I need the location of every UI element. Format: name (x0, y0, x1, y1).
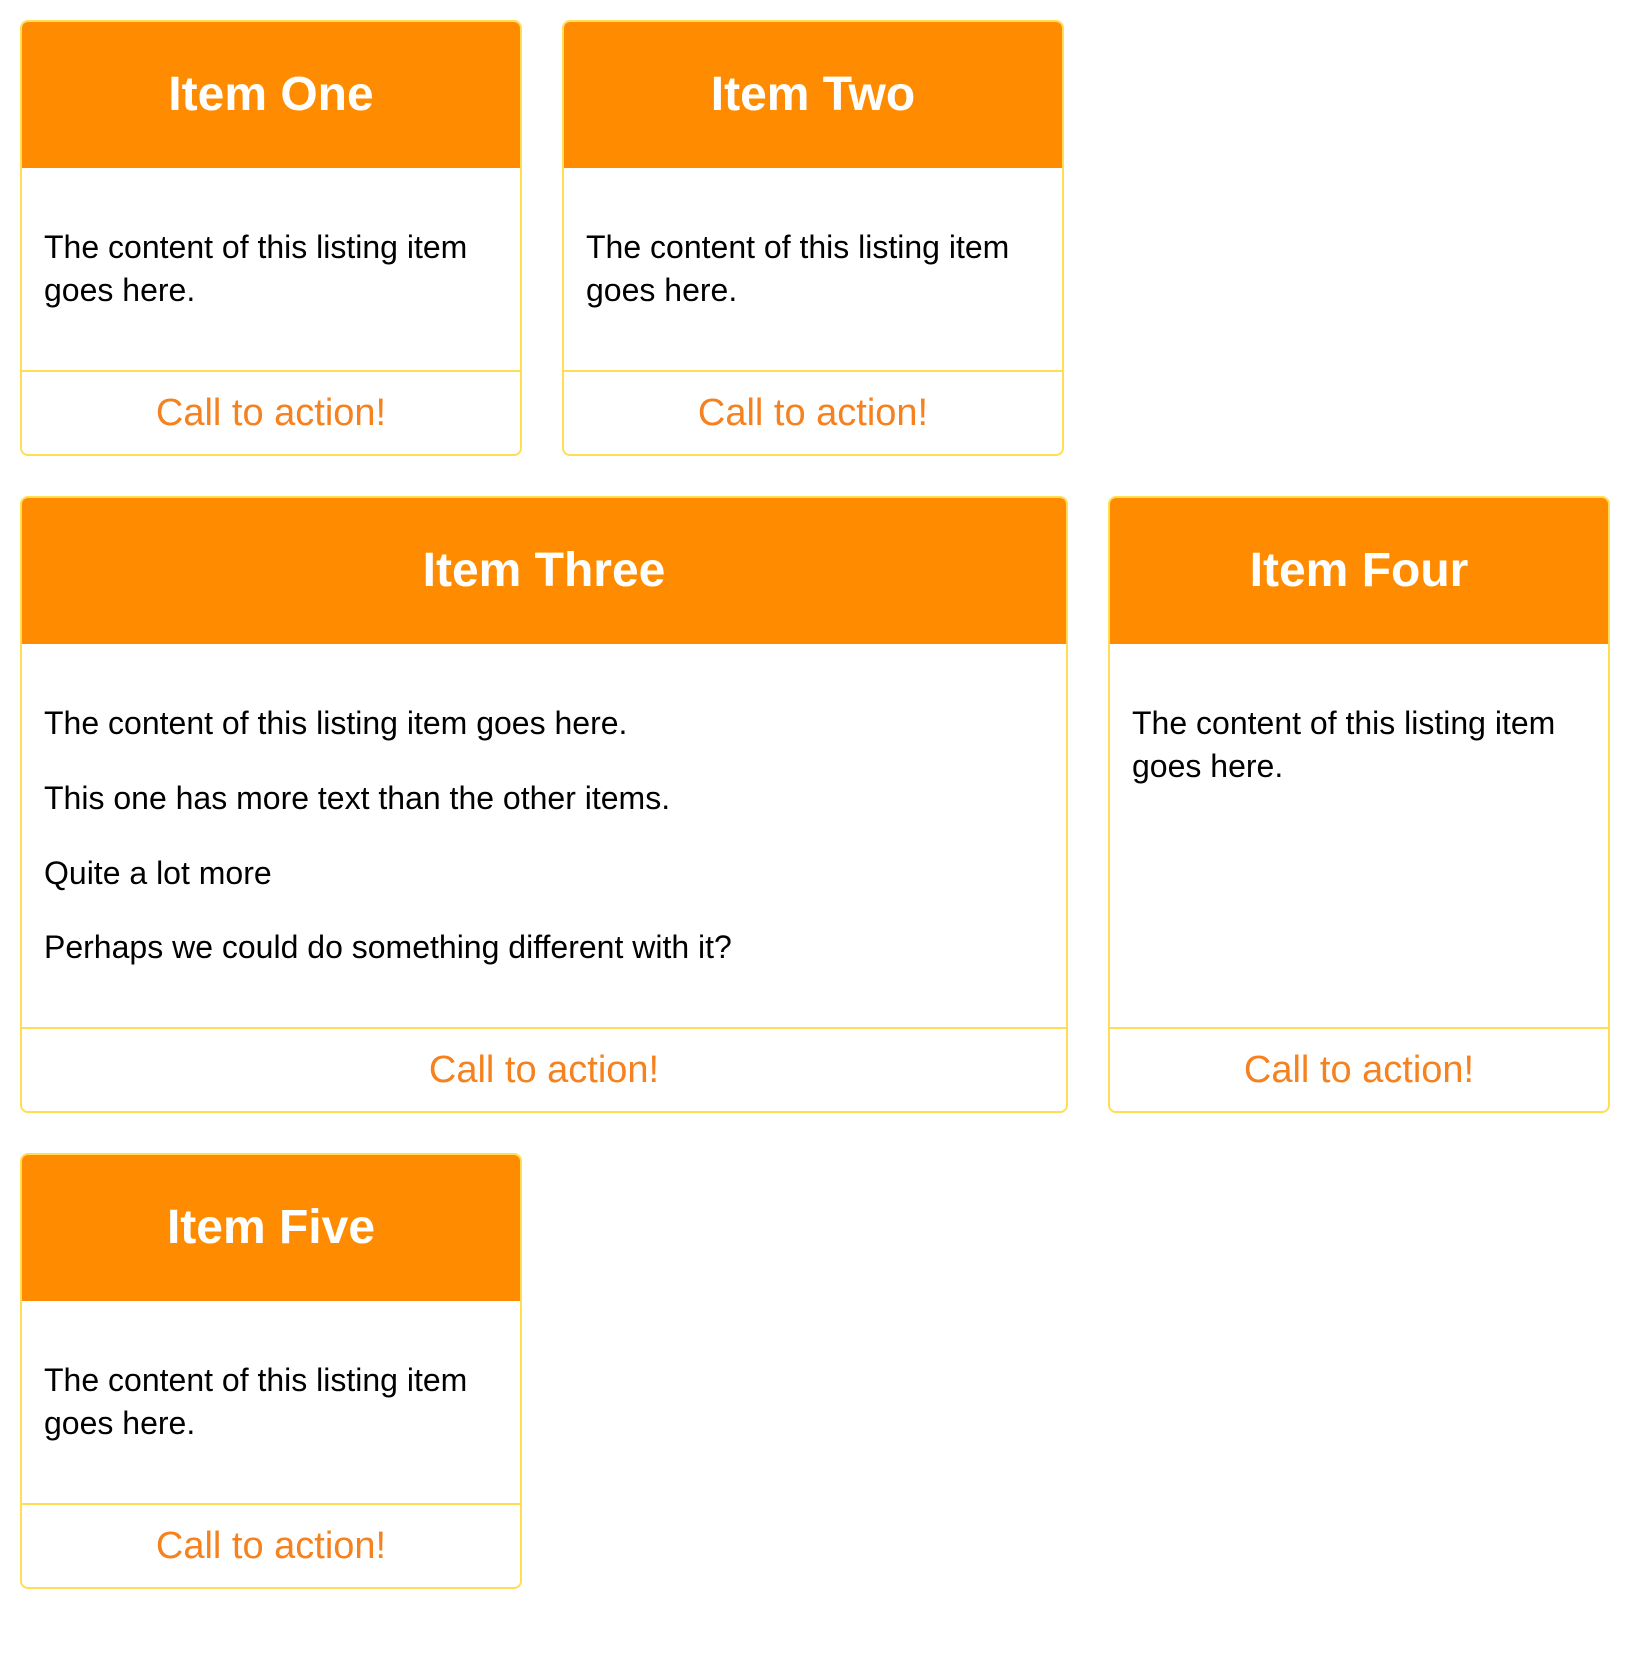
card-title: Item Four (1110, 498, 1608, 644)
card-paragraph: Perhaps we could do something different with it? (44, 929, 732, 966)
card-paragraph: The content of this listing item goes here. (44, 229, 468, 308)
cta-link[interactable]: Call to action! (155, 391, 387, 434)
card-item-three (20, 496, 1068, 1114)
card-body (22, 168, 520, 370)
card-item-five (20, 1153, 522, 1589)
card-paragraph: The content of this listing item goes here. (1132, 704, 1556, 784)
card-paragraph: Quite a lot more (44, 854, 272, 891)
card-paragraph: This one has more text than the other items. (44, 779, 671, 816)
card-footer (564, 370, 1062, 454)
cta-link[interactable]: Call to action! (697, 391, 929, 434)
card-item-two (562, 20, 1064, 456)
card-body (564, 168, 1062, 370)
card-title: Item Two (564, 22, 1062, 168)
card-footer (22, 370, 520, 454)
cta-link[interactable]: Call to action! (428, 1049, 660, 1092)
card-item-four (1108, 496, 1610, 1114)
card-paragraph: The content of this listing item goes here. (44, 1362, 468, 1442)
cta-link[interactable]: Call to action! (1243, 1049, 1475, 1092)
card-body (22, 644, 1066, 1028)
card-footer (22, 1503, 520, 1587)
card-body (22, 1301, 520, 1503)
card-title: Item Five (22, 1155, 520, 1301)
card-paragraph: The content of this listing item goes here. (44, 704, 628, 741)
card-footer (1110, 1027, 1608, 1111)
card-title: Item Three (22, 498, 1066, 644)
card-paragraph: The content of this listing item goes here. (586, 229, 1010, 308)
card-body (1110, 644, 1608, 1028)
card-title: Item One (22, 22, 520, 168)
card-footer (22, 1027, 1066, 1111)
cta-link[interactable]: Call to action! (155, 1525, 387, 1567)
card-item-one (20, 20, 522, 456)
